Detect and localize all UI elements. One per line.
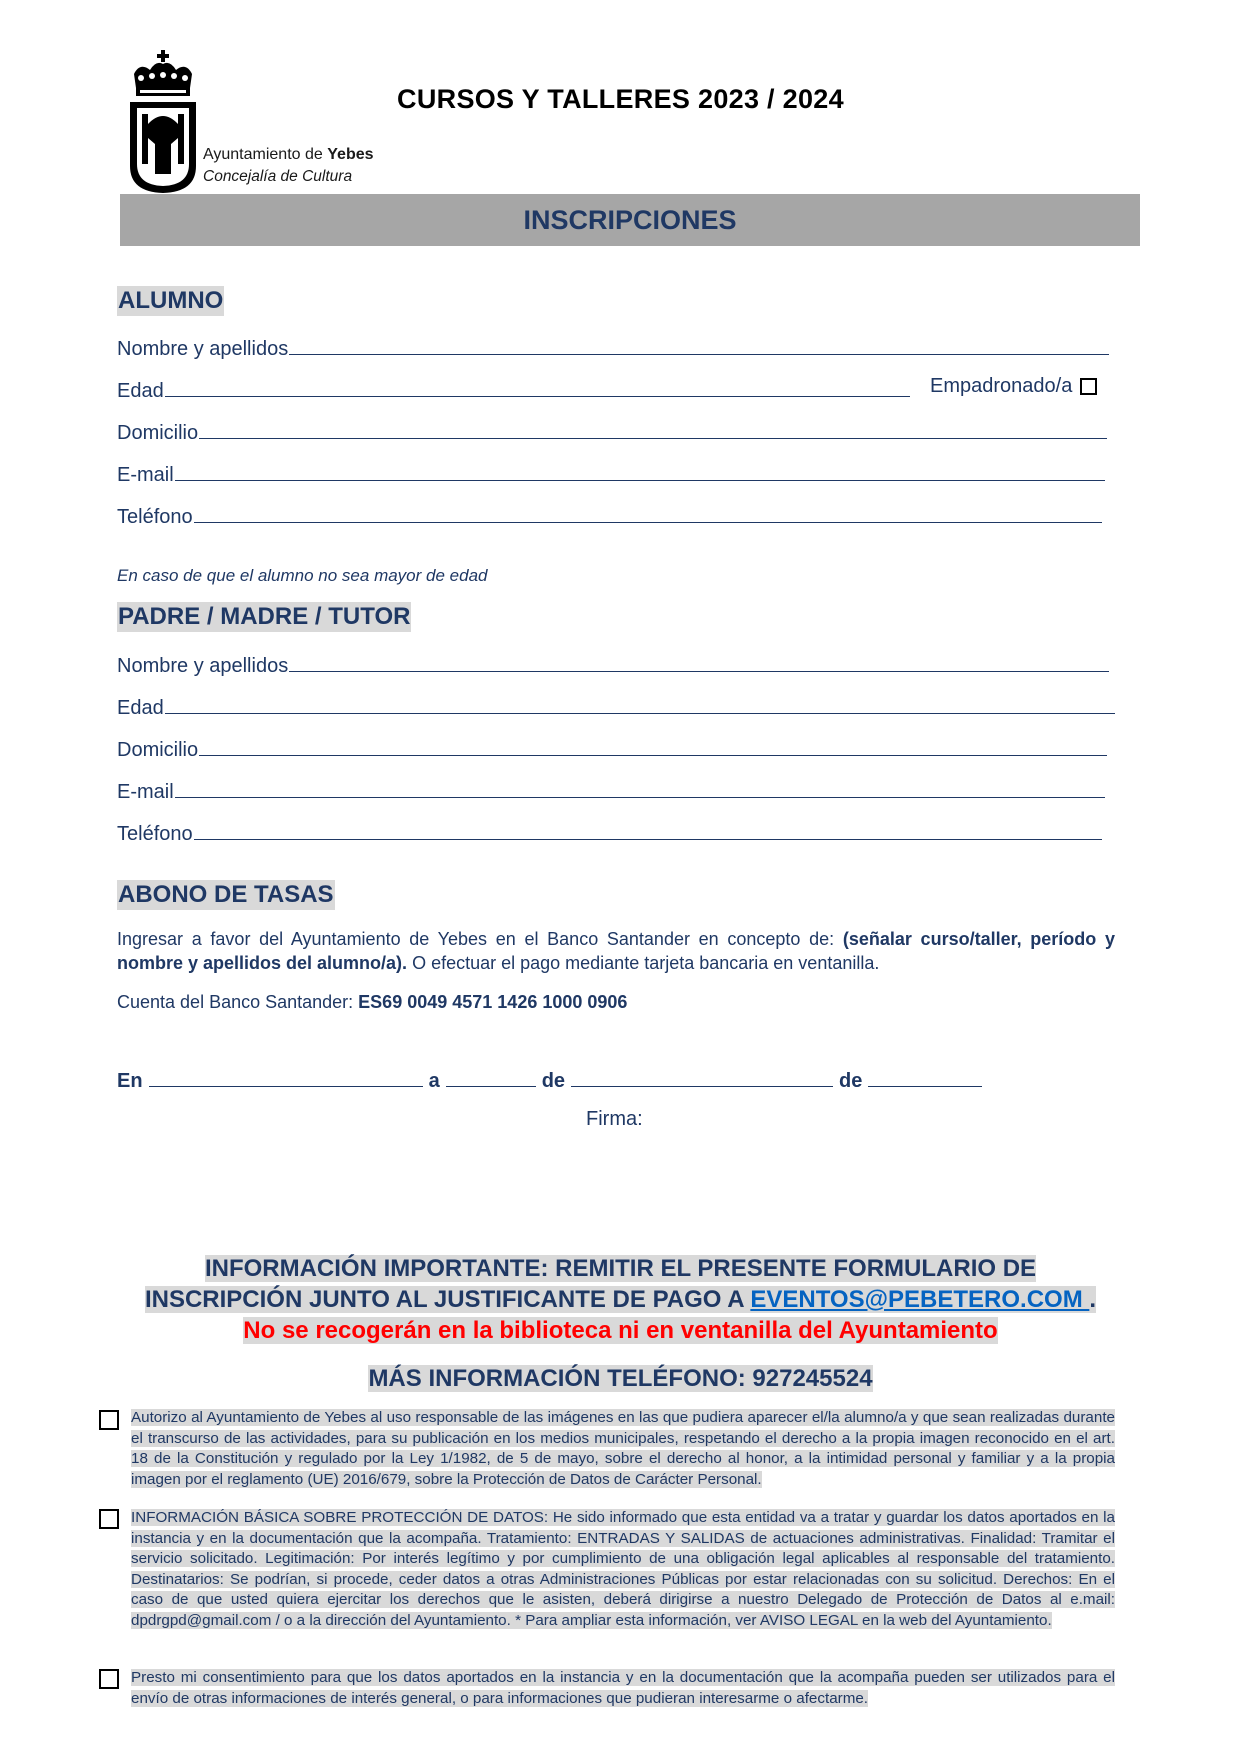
tutor-address-field[interactable]	[117, 735, 1107, 761]
alumno-age-field[interactable]	[117, 376, 910, 402]
consent-data-protection-text: INFORMACIÓN BÁSICA SOBRE PROTECCIÓN DE DATOS: He sido informado que esta entidad va a tratar y guardar los datos aportados en la instancia y en la documentación que la acompaña. Tratamiento: ENTRADAS Y SALIDAS de actuaciones administrativas. Finalidad: Tramitar el servicio solicitado. Legitimación: Por interés legítimo y por cumplimiento de una obligación legal aplicables al responsable del tratamiento. Destinatarios: Se podrían, si procede, ceder datos a otras Administraciones Públicas por estar relacionadas con su solicitud. Derechos: En el caso de que usted quiera ejercitar los derechos que le asisten, deberá dirigirse a nuestro Delegado de Protección de Datos al e.mail: dpdrgpd@gmail.com / o a la dirección del Ayuntamiento. * Para ampliar esta información, ver AVISO LEGAL en la web del Ayuntamiento.	[131, 1509, 1115, 1629]
field-line[interactable]	[194, 502, 1102, 523]
field-label: Domicilio	[117, 739, 199, 761]
field-line[interactable]	[194, 819, 1102, 840]
field-line[interactable]	[289, 651, 1109, 672]
signature-label: Firma:	[586, 1108, 643, 1130]
field-line[interactable]	[289, 334, 1109, 355]
place-blank[interactable]	[149, 1066, 423, 1087]
field-label: E-mail	[117, 464, 174, 486]
field-label: Nombre y apellidos	[117, 338, 289, 360]
account-label: Cuenta del Banco Santander:	[117, 992, 359, 1012]
field-label: Edad	[117, 697, 164, 719]
section-heading-tutor: PADRE / MADRE / TUTOR	[118, 603, 411, 630]
consent-images-text: Autorizo al Ayuntamiento de Yebes al uso responsable de las imágenes en las que pudiera aparecer el/la alumno/a y que sean realizadas durante el transcurso de las actividades, para su publicación en los medios municipales, respetando el derecho a la propia imagen reconocido en el art. 18 de la Constitución y regulado por la Ley 1/1982, de 5 de mayo, sobre el derecho al honor, a la intimidad personal y familiar y a la propia imagen por el reglamento (UE) 2016/679, sobre la Protección de Datos de Carácter Personal.	[131, 1409, 1115, 1488]
payment-text-2: O efectuar el pago mediante tarjeta bancaria en ventanilla.	[407, 953, 880, 973]
field-line[interactable]	[199, 418, 1107, 439]
coat-of-arms-logo	[128, 48, 198, 194]
alumno-email-field[interactable]	[117, 460, 1105, 486]
payment-text-bold: (señalar curso/taller, período y nombre y apellidos del alumno/a).	[117, 929, 1115, 973]
field-label: Teléfono	[117, 506, 193, 528]
info-line-1: INFORMACIÓN IMPORTANTE: REMITIR EL PRESENTE FORMULARIO DE	[204, 1255, 1037, 1282]
sign-a: a	[428, 1070, 440, 1092]
alumno-phone-field[interactable]	[117, 502, 1102, 528]
phone-info	[0, 1363, 1241, 1394]
consent-communications-checkbox[interactable]	[99, 1669, 119, 1689]
sign-de-2: de	[839, 1070, 863, 1092]
bank-account	[117, 990, 1115, 1014]
section-heading-abono: ABONO DE TASAS	[118, 881, 334, 908]
tutor-age-field[interactable]	[117, 693, 1115, 719]
consent-communications-text: Presto mi consentimiento para que los datos aportados en la instancia y en la documentación que la acompaña pueden ser utilizados para el envío de otras informaciones de interés general, o para informaciones que pudieran interesarme o afectarme.	[131, 1669, 1115, 1707]
tutor-name-field[interactable]	[117, 651, 1109, 677]
tutor-phone-field[interactable]	[117, 819, 1102, 845]
phone-line: MÁS INFORMACIÓN TELÉFONO: 927245524	[368, 1365, 873, 1392]
day-blank[interactable]	[446, 1066, 536, 1087]
org-prefix: Ayuntamiento de	[203, 146, 323, 163]
field-line[interactable]	[165, 693, 1115, 714]
section-heading-alumno: ALUMNO	[118, 287, 224, 314]
warning-text: No se recogerán en la biblioteca ni en ventanilla del Ayuntamiento	[243, 1317, 998, 1344]
minor-note: En caso de que el alumno no sea mayor de edad	[117, 566, 488, 585]
inscripciones-band	[120, 194, 1140, 246]
department-name: Concejalía de Cultura	[203, 168, 353, 185]
sign-en: En	[117, 1070, 143, 1092]
field-label: Edad	[117, 380, 164, 402]
field-line[interactable]	[165, 376, 910, 397]
field-line[interactable]	[175, 777, 1105, 798]
email-link[interactable]: EVENTOS@PEBETERO.COM	[750, 1286, 1090, 1313]
month-blank[interactable]	[571, 1066, 833, 1087]
field-label: Nombre y apellidos	[117, 655, 289, 677]
band-title: INSCRIPCIONES	[523, 205, 737, 235]
tutor-email-field[interactable]	[117, 777, 1105, 803]
payment-instructions	[117, 927, 1115, 975]
empadronado-option[interactable]	[930, 375, 1097, 398]
field-line[interactable]	[199, 735, 1107, 756]
consent-data-protection-checkbox[interactable]	[99, 1509, 119, 1529]
consent-images-checkbox[interactable]	[99, 1410, 119, 1430]
info-line-2: INSCRIPCIÓN JUNTO AL JUSTIFICANTE DE PAGO A	[144, 1286, 751, 1313]
account-number: ES69 0049 4571 1426 1000 0906	[358, 992, 628, 1012]
empadronado-label: Empadronado/a	[930, 375, 1073, 397]
empadronado-checkbox[interactable]	[1080, 378, 1097, 395]
year-blank[interactable]	[868, 1066, 982, 1087]
payment-text-1: Ingresar a favor del Ayuntamiento de Yebes en el Banco Santander en concepto de:	[117, 929, 843, 949]
page-title: CURSOS Y TALLERES 2023 / 2024	[397, 84, 844, 114]
sign-de-1: de	[541, 1070, 566, 1092]
info-period: .	[1089, 1286, 1097, 1313]
signature-date-line	[117, 1066, 988, 1093]
field-line[interactable]	[175, 460, 1105, 481]
organization-name	[203, 144, 374, 188]
org-name: Yebes	[327, 146, 374, 163]
alumno-address-field[interactable]	[117, 418, 1107, 444]
alumno-name-field[interactable]	[117, 334, 1109, 360]
important-info	[0, 1253, 1241, 1346]
field-label: Teléfono	[117, 823, 193, 845]
field-label: E-mail	[117, 781, 174, 803]
field-label: Domicilio	[117, 422, 199, 444]
